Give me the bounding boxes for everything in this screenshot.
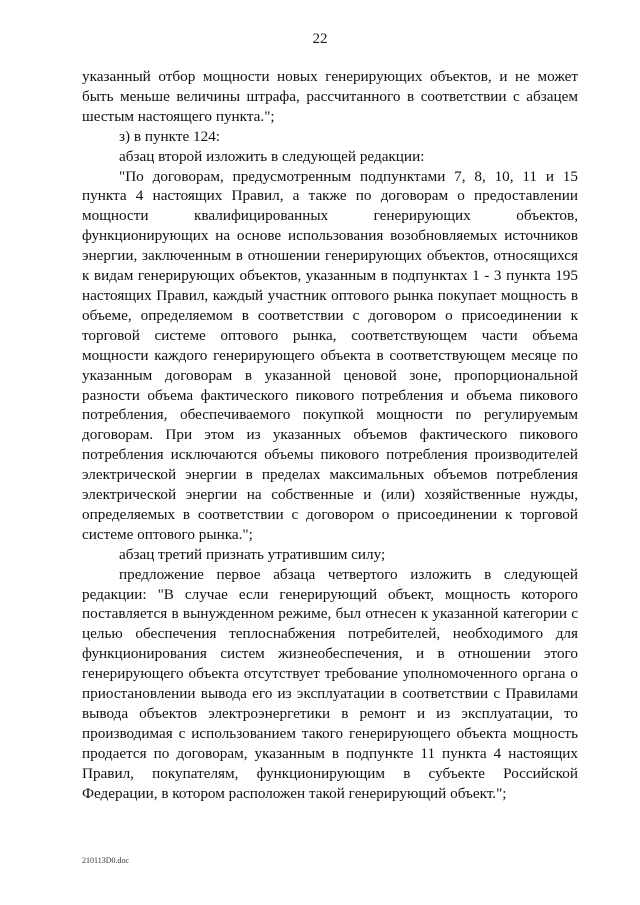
document-body	[82, 67, 578, 804]
page-number: 22	[312, 31, 328, 47]
paragraph-quoted-text: "По договорам, предусмотренным подпунктами 7, 8, 10, 11 и 15 пункта 4 настоящих Правил, а также по договорам о предоставлении мощности квалифицированных генерирующих объектов, функционирующих на основе использования возобновляемых источников энергии, заключенным в отношении генерирующих объектов, относящихся к видам генерирующих объектов, указанным в подпунктах 1 - 3 пункта 195 настоящих Правил, каждый участник оптового рынка покупает мощность в объеме, определяемом в соответствии с договором о присоединении к торговой системе оптового рынка, соответствующем части объема мощности каждого генерирующего объекта в соответствующем месяце по указанным договорам в указанной ценовой зоне, пропорциональной разности объема фактического пикового потребления и объема пикового потребления, обеспечиваемого покупкой мощности по регулируемым договорам. При этом из указанных объемов фактического пикового потребления исключаются объемы пикового потребления производителей электрической энергии в пределах максимальных объемов потребления электрической энергии на собственные и (или) хозяйственные нужды, определяемых в соответствии с договором о присоединении к торговой системе оптового рынка.";	[82, 167, 578, 543]
paragraph-instruction: абзац второй изложить в следующей редакции:	[119, 147, 425, 165]
paragraph-repeal: абзац третий признать утратившим силу;	[119, 545, 386, 563]
file-footer: 210113D0.doc	[82, 856, 130, 865]
paragraph-amendment: предложение первое абзаца четвертого изложить в следующей редакции: "В случае если генерирующий объект, мощность которого поставляется в вынужденном режиме, был отнесен к указанной категории с целью обеспечения теплоснабжения потребителей, необходимого для функционирования систем жизнеобеспечения, и в отношении этого генерирующего объекта отсутствует требование уполномоченного органа о приостановлении вывода его из эксплуатации в соответствии с Правилами вывода объектов электроэнергетики в ремонт и из эксплуатации, то производимая с использованием такого генерирующего объекта мощность продается по договорам, указанным в подпункте 11 пункта 4 настоящих Правил, покупателям, функционирующим в субъекте Российской Федерации, в котором расположен такой генерирующий объект.";	[82, 565, 578, 802]
paragraph-continuation: указанный отбор мощности новых генерирующих объектов, и не может быть меньше величины штрафа, рассчитанного в соответствии с абзацем шестым настоящего пункта.";	[82, 68, 578, 125]
paragraph-subitem-z: з) в пункте 124:	[119, 127, 221, 145]
